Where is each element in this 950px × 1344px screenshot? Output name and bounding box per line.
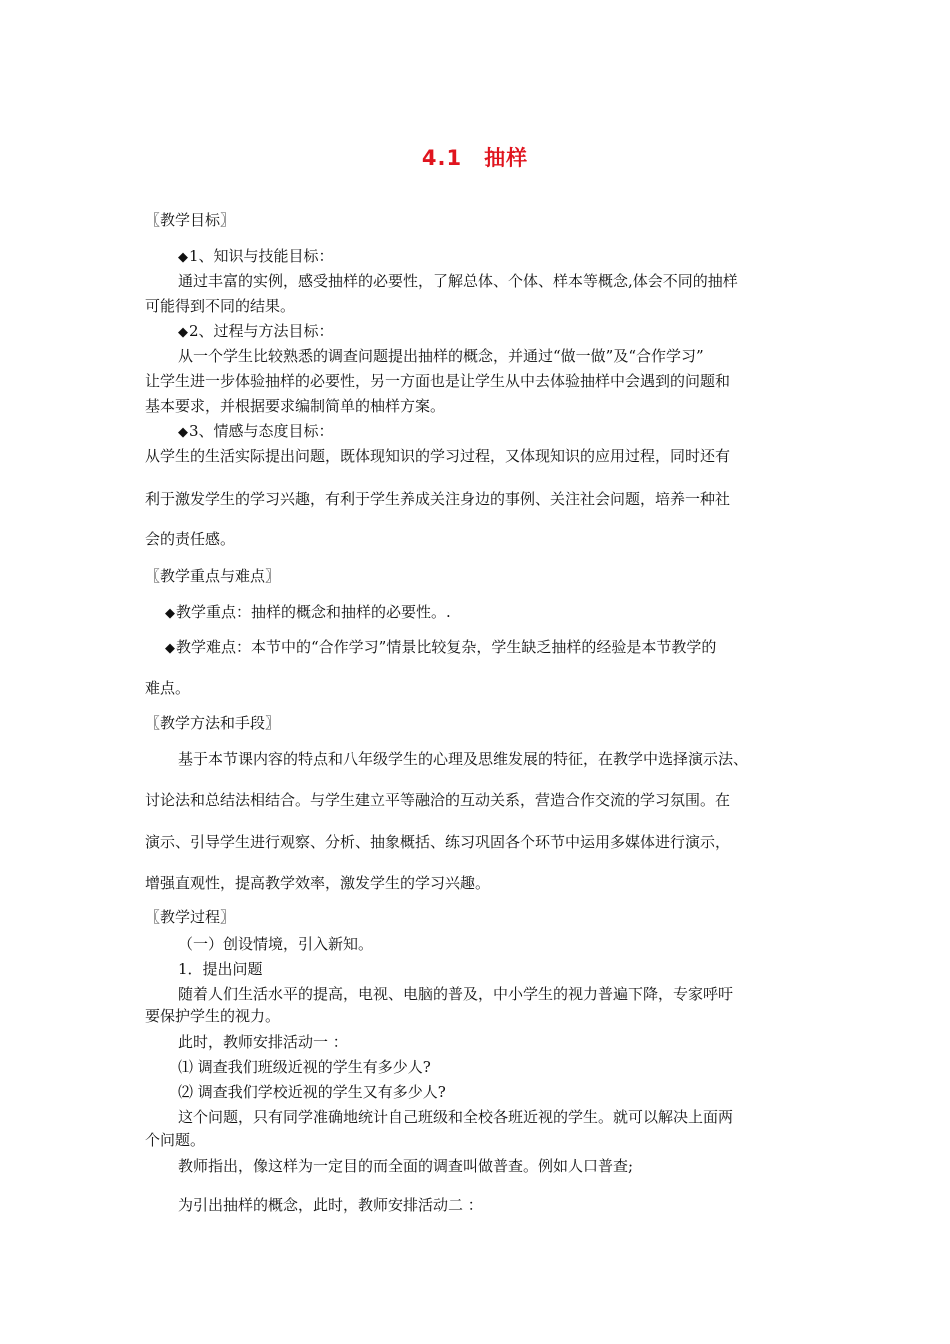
bullet-diamond-icon: ◆ — [165, 641, 175, 656]
objective-3-heading: ◆3、情感与态度目标： — [178, 422, 334, 440]
paragraph-line: 从一个学生比较熟悉的调查问题提出抽样的概念，并通过“做一做”及“合作学习” — [178, 347, 704, 365]
paragraph-line: 难点。 — [145, 679, 191, 697]
paragraph-line: 会的责任感。 — [145, 530, 236, 548]
paragraph-line: 可能得到不同的结果。 — [145, 297, 296, 315]
paragraph-line: 基于本节课内容的特点和八年级学生的心理及思维发展的特征，在教学中选择演示法、 — [178, 750, 749, 768]
paragraph-line: 这个问题，只有同学准确地统计自己班级和全校各班近视的学生。就可以解决上面两 — [178, 1108, 734, 1126]
paragraph-line: 随着人们生活水平的提高，电视、电脑的普及，中小学生的视力普遍下降，专家呼吁 — [178, 985, 734, 1003]
question-item: ⑴ 调查我们班级近视的学生有多少人? — [178, 1058, 431, 1076]
paragraph-line: 基本要求，并根据要求编制简单的柚样方案。 — [145, 397, 446, 415]
paragraph-line: 教师指出，像这样为一定目的而全面的调查叫做普查。例如人口普查; — [178, 1157, 634, 1175]
bullet-diamond-icon: ◆ — [178, 425, 188, 440]
keypoint-focus: ◆教学重点：抽样的概念和抽样的必要性。. — [165, 603, 451, 621]
paragraph-line: 1．提出问题 — [178, 960, 263, 978]
paragraph-line: 演示、引导学生进行观察、分析、抽象概括、练习巩固各个环节中运用多媒体进行演示， — [145, 833, 731, 851]
section-heading-keypoints: 〖教学重点与难点〗 — [145, 567, 281, 585]
bullet-diamond-icon: ◆ — [165, 606, 175, 621]
keypoint-difficulty: ◆教学难点：本节中的“合作学习”情景比较复杂，学生缺乏抽样的经验是本节教学的 — [165, 638, 717, 656]
paragraph-line: 为引出抽样的概念，此时，教师安排活动二 ： — [178, 1196, 483, 1214]
paragraph-line: 让学生进一步体验抽样的必要性，另一方面也是让学生从中去体验抽样中会遇到的问题和 — [145, 372, 731, 390]
paragraph-line: 增强直观性，提高教学效率，激发学生的学习兴趣。 — [145, 874, 491, 892]
paragraph-line: 通过丰富的实例，感受抽样的必要性，了解总体、个体、样本等概念,体会不同的抽样 — [178, 272, 738, 290]
paragraph-line: 个问题。 — [145, 1131, 206, 1149]
paragraph-line: 要保护学生的视力。 — [145, 1007, 281, 1025]
paragraph-line: 此时，教师安排活动一 ： — [178, 1033, 348, 1051]
bullet-diamond-icon: ◆ — [178, 250, 188, 265]
bullet-diamond-icon: ◆ — [178, 325, 188, 340]
section-heading-methods: 〖教学方法和手段〗 — [145, 714, 281, 732]
paragraph-line: 讨论法和总结法相结合。与学生建立平等融洽的互动关系，营造合作交流的学习氛围。在 — [145, 791, 731, 809]
section-heading-process: 〖教学过程〗 — [145, 908, 236, 926]
paragraph-line: 从学生的生活实际提出问题，既体现知识的学习过程，又体现知识的应用过程，同时还有 — [145, 447, 731, 465]
objective-2-heading: ◆2、过程与方法目标： — [178, 322, 334, 340]
paragraph-line: 利于激发学生的学习兴趣，有利于学生养成关注身边的事例、关注社会问题，培养一种社 — [145, 490, 731, 508]
paragraph-line: （一）创设情境，引入新知。 — [178, 935, 374, 953]
question-item: ⑵ 调查我们学校近视的学生又有多少人? — [178, 1083, 446, 1101]
section-heading-objectives: 〖教学目标〗 — [145, 211, 236, 229]
objective-1-heading: ◆1、知识与技能目标： — [178, 247, 334, 265]
page-title: 4.1 抽样 — [421, 146, 529, 170]
